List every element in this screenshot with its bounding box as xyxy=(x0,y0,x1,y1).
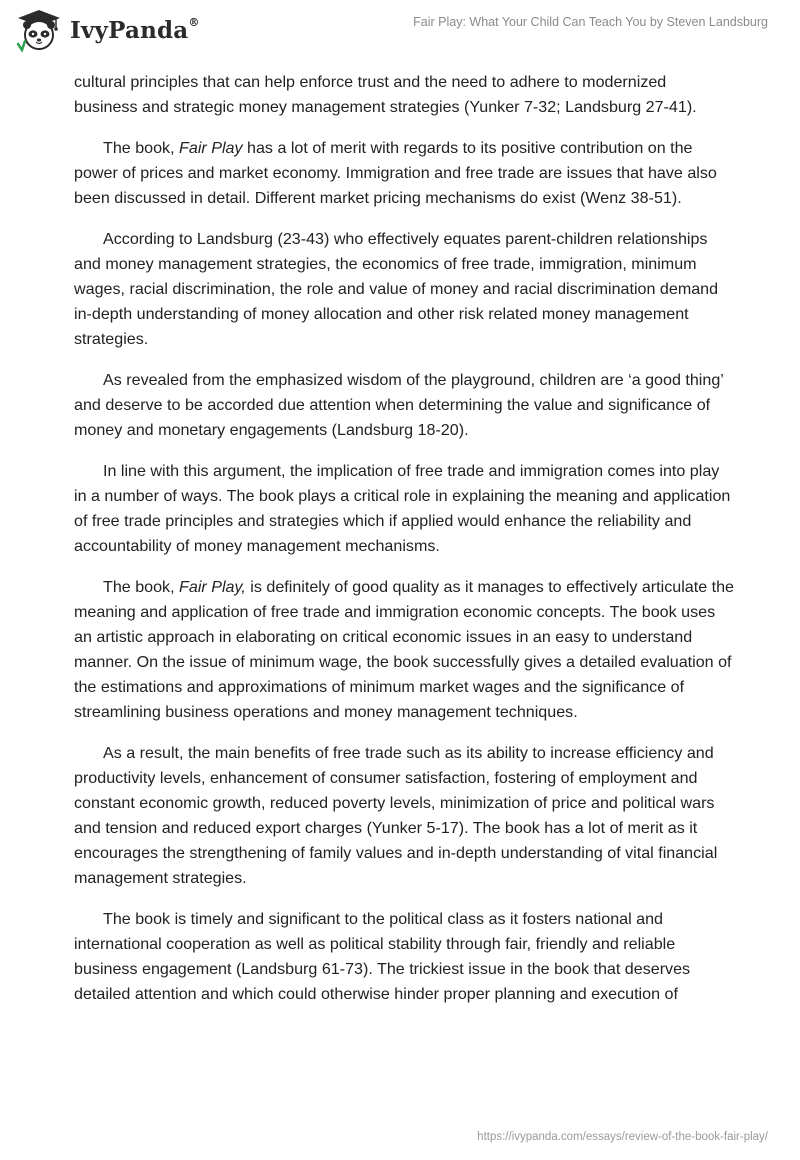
document-title: Fair Play: What Your Child Can Teach You by Steven Landsburg xyxy=(413,15,768,29)
essay-body xyxy=(74,70,734,1023)
panda-graduate-icon xyxy=(14,8,64,52)
page-header xyxy=(0,0,800,70)
paragraph-5: In line with this argument, the implication of free trade and immigration comes into play in a number of ways. The book plays a critical role in explaining the meaning and application of free trade principles and strategies which if applied would enhance the reliability and accountability of money management mechanisms. xyxy=(74,462,731,555)
paragraph-4: As revealed from the emphasized wisdom of the playground, children are ‘a good thing’ and deserve to be accorded due attention when determining the value and significance of money and monetary engagements (Landsburg 18-20). xyxy=(74,371,724,439)
paragraph-8: The book is timely and significant to the political class as it fosters national and international cooperation as well as political stability through fair, friendly and reliable business engagement (Landsburg 61-73). The trickiest issue in the book that deserves detailed attention and which could otherwise hinder proper planning and execution of xyxy=(74,910,691,1003)
source-url-link[interactable]: https://ivypanda.com/essays/review-of-the-book-fair-play/ xyxy=(477,1131,768,1143)
book-title-italic: Fair Play, xyxy=(179,578,246,596)
book-title-italic: Fair Play xyxy=(179,139,243,157)
paragraph-2: The book, Fair Play has a lot of merit with regards to its positive contribution on the power of prices and market economy. Immigration and free trade are issues that have also been discussed in detail. Different market pricing mechanisms do exist (Wenz 38-51). xyxy=(74,139,717,207)
paragraph-3: According to Landsburg (23-43) who effectively equates parent-children relationships and money management strategies, the economics of free trade, immigration, minimum wages, racial discrimination, the role and value of money and racial discrimination demand in-depth understanding of money allocation and other risk related money management strategies. xyxy=(74,230,719,348)
paragraph-7: As a result, the main benefits of free trade such as its ability to increase efficiency and productivity levels, enhancement of consumer satisfaction, fostering of employment and constant economic growth, reduced poverty levels, minimization of price and political wars and tension and reduced export charges (Yunker 5-17). The book has a lot of merit as it encourages the strengthening of family values and in-depth understanding of vital financial management strategies. xyxy=(74,744,718,887)
paragraph-6: The book, Fair Play, is definitely of good quality as it manages to effectively articulate the meaning and application of free trade and immigration economic concepts. The book uses an artistic approach in elaborating on critical economic issues in an easy to understand manner. On the issue of minimum wage, the book successfully gives a detailed evaluation of the estimations and approximations of minimum market wages and the significance of streamlining business operations and money management techniques. xyxy=(74,578,734,721)
registered-mark: ® xyxy=(188,15,200,29)
paragraph-1: cultural principles that can help enforce trust and the need to adhere to modernized business and strategic money management strategies (Yunker 7-32; Landsburg 27-41). xyxy=(74,73,697,116)
brand-name: IvyPanda® xyxy=(70,15,200,44)
ivypanda-logo[interactable] xyxy=(14,8,200,52)
